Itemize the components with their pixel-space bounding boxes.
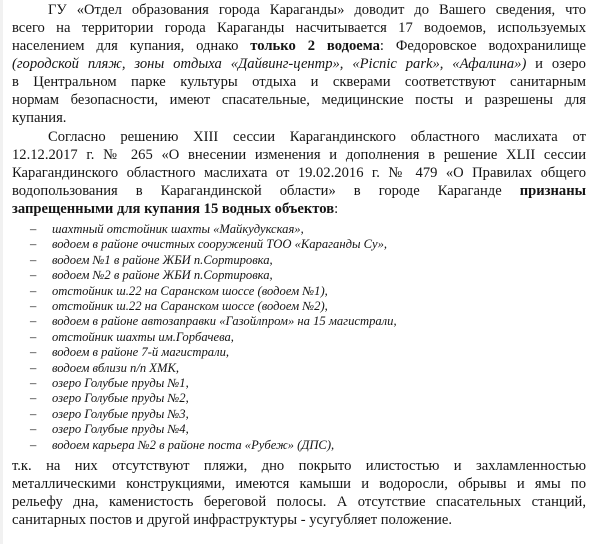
list-item: – отстойник шахты им.Горбачева, xyxy=(30,329,234,344)
list-item: – водоем №1 в районе ЖБИ п.Сортировка, xyxy=(30,252,273,267)
para2-colon: : xyxy=(334,201,339,217)
prohibited-emphasis-end: запрещенными для купания 15 водных объектов xyxy=(12,201,335,217)
list-dash: – xyxy=(30,252,37,267)
list-dash: – xyxy=(30,406,37,421)
list-dash: – xyxy=(30,314,37,329)
para1-line-3-text: населением для купания, однако xyxy=(12,38,251,54)
para1-line-2: всего на территории города Караганды насчитывается 17 водоемов, используемых xyxy=(12,20,586,36)
para2-line-4 xyxy=(12,183,586,200)
para1-line-3 xyxy=(12,38,586,55)
para3-line-2: металлическими конструкциями, имеются камыши и водоросли, обрывы и ямы по xyxy=(12,476,586,492)
list-dash: – xyxy=(30,422,37,437)
list-dash: – xyxy=(30,299,37,313)
list-dash: – xyxy=(30,345,37,360)
list-dash: – xyxy=(30,283,37,298)
para1-line-1: ГУ «Отдел образования города Караганды» доводит до Вашего сведения, что xyxy=(48,2,586,18)
list-item: – водоем в районе очистных сооружений ТОО «Караганды Су», xyxy=(30,237,388,252)
list-dash: – xyxy=(30,268,37,283)
para3-line-4: санитарных постов и другой инфраструктуры - усугубляет положение. xyxy=(12,512,452,528)
list-item: – водоем в районе автозаправки «Газойлпром» на 15 магистрали, xyxy=(30,314,397,329)
para2-line-2: 12.12.2017 г. № 265 «О внесении изменения и дополнения в решение XLII сессии xyxy=(12,147,586,163)
list-item: – озеро Голубые пруды №2, xyxy=(30,391,189,406)
para1-line-4 xyxy=(12,56,586,73)
list-dash: – xyxy=(30,437,37,452)
para1-line-6: нормам безопасности, имеют спасательные, медицинские посты и разрешены для xyxy=(12,92,586,108)
list-dash: – xyxy=(30,237,37,252)
list-item: – озеро Голубые пруды №4, xyxy=(30,422,189,437)
prohibited-emphasis-start: признаны xyxy=(519,183,586,199)
list-dash: – xyxy=(30,391,37,406)
list-dash: – xyxy=(30,376,37,390)
para2-line-4-text: водопользования в Карагандинской области» в городе Караганде xyxy=(12,183,520,199)
list-item: – отстойник ш.22 на Саранском шоссе (водоем №1), xyxy=(30,283,328,298)
para1-line-5: в Центральном парке культуры отдыха и скверами соответствуют санитарным xyxy=(12,74,586,90)
list-item: – шахтный отстойник шахты «Майкудукская», xyxy=(30,222,304,236)
para2-line-3: Карагандинского областного маслихата от 19.02.2016 г. № 479 «О Правилах общего xyxy=(12,165,586,181)
para3-line-3: рельефу дна, каменистость береговой полосы. А отсутствие спасательных станций, xyxy=(12,494,586,510)
two-reservoirs-emphasis: только 2 водоема xyxy=(250,38,380,54)
list-item: – водоем №2 в районе ЖБИ п.Сортировка, xyxy=(30,268,273,283)
list-item: – озеро Голубые пруды №3, xyxy=(30,406,189,421)
para1-line-7: купания. xyxy=(12,110,67,126)
scan-edge-shadow xyxy=(0,0,3,544)
list-dash: – xyxy=(30,360,37,375)
list-item: – водоем вблизи п/п ХМК, xyxy=(30,360,179,375)
para2-line-1: Согласно решению XIII сессии Карагандинского областного маслихата от xyxy=(48,129,586,145)
list-item: – отстойник ш.22 на Саранском шоссе (водоем №2), xyxy=(30,299,328,313)
para1-line-4-tail: и озеро xyxy=(526,56,586,72)
list-dash: – xyxy=(30,222,37,236)
beach-zones-italic: (городской пляж, зоны отдыха «Дайвинг-центр», «Picnic park», «Афалина») xyxy=(12,56,527,72)
list-item: – озеро Голубые пруды №1, xyxy=(30,376,189,390)
para1-line-3-tail: : Федоровское водохранилище xyxy=(379,38,586,54)
para2-line-5 xyxy=(12,201,586,218)
para3-line-1: т.к. на них отсутствуют пляжи, дно покрыто илистостью и захламленностью xyxy=(12,458,586,474)
list-item: – водоем карьера №2 в районе поста «Рубеж» (ДПС), xyxy=(30,437,335,452)
list-dash: – xyxy=(30,329,37,344)
list-item: – водоем в районе 7-й магистрали, xyxy=(30,345,230,360)
